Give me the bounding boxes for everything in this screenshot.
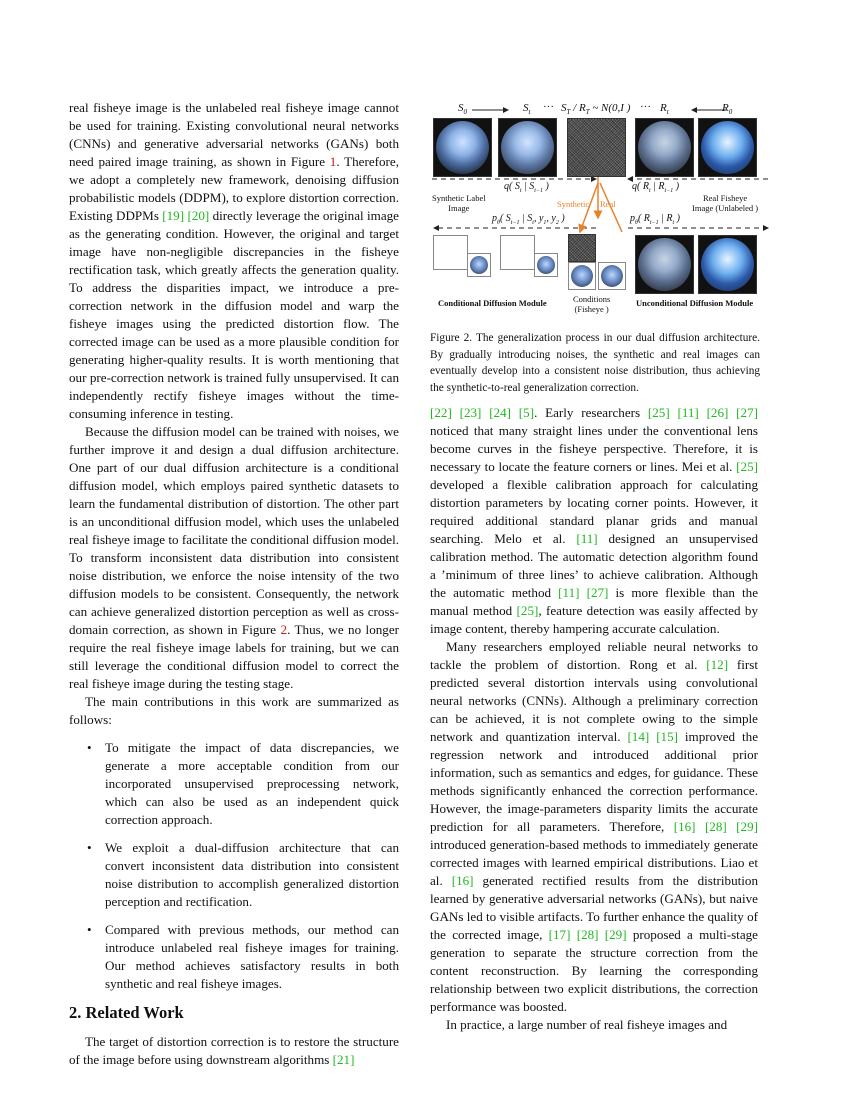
condition-fisheye-1 xyxy=(568,262,596,290)
unconditional-output xyxy=(698,235,757,294)
unconditional-module-label: Unconditional Diffusion Module xyxy=(636,298,754,308)
citation-28[interactable]: [28] xyxy=(704,819,727,834)
figure-2 xyxy=(430,98,770,326)
left-column xyxy=(69,99,399,1069)
citation-23[interactable]: [23] xyxy=(459,405,482,420)
p-reverse-unconditional: $p_\theta$( $R_{t-1}$ | $R_t$ ) xyxy=(630,213,680,226)
citation-26[interactable]: [26] xyxy=(706,405,729,420)
figure-2-link[interactable]: 2 xyxy=(280,622,288,637)
label-noise: $S_T / R_T$ ~ N(0,I ) xyxy=(561,102,631,117)
neural-network-paragraph: Many researchers employed reliable neural networks to tackle the problem of distortion. Rong et al. [12] first predicted several distortion intervals using convolutional neural networks (CNNs). Although a preliminary correction can be achieved, it is not complete owing to the simple network and quantization interval. [14] [15] improved the regression network and introduced additional prior information, such as semantics and edges, for guidance. These methods significantly enhanced the correction performance. However, the image-parameters disparity limits the accurate prediction for all parameters. Therefore, [16] [28] [29] introduced generation-based methods to immediately generate corrected images with learned empirical distributions. Liao et al. [16] generated rectified results from the distribution learned by generative adversarial networks (GANs), but naive GANs led to visible artifacts. To further enhance the quality of the corrected image, [17] [28] [29] proposed a multi-stage generation to separate the structure correction from the content reconstruction. By learning the corresponding relationship between two explicit distributions, the correction performance was boosted. xyxy=(430,639,759,1014)
citation-24[interactable]: [24] xyxy=(489,405,512,420)
citation-25[interactable]: [25] xyxy=(516,603,539,618)
label-rt: $R_t$ xyxy=(660,102,669,117)
citation-29[interactable]: [29] xyxy=(604,927,627,942)
citation-25[interactable]: [25] xyxy=(647,405,670,420)
conditions-label: Conditions (Fisheye ) xyxy=(573,294,611,314)
unconditional-step xyxy=(635,235,694,294)
figure-2-caption: Figure 2. The generalization process in our dual diffusion architecture. By gradually introducing noises, the synthetic and real images can eventually develop into a consistent noise distribution, thus achieving the synthetic-to-real generalization correction. xyxy=(430,332,760,394)
citation-14[interactable]: [14] xyxy=(627,729,650,744)
conditional-module-label: Conditional Diffusion Module xyxy=(438,298,547,308)
citation-21[interactable]: [21] xyxy=(332,1052,355,1067)
conditional-output-fisheye xyxy=(467,253,491,277)
citation-12[interactable]: [12] xyxy=(706,657,729,672)
citation-11[interactable]: [11] xyxy=(558,585,580,600)
conditional-step-blank xyxy=(500,235,535,270)
citation-11[interactable]: [11] xyxy=(576,531,598,546)
contribution-item: • To mitigate the impact of data discrepancies, we generate a more acceptable condition from our incorporated unsupervised preprocessing network, which can also be used as an independent quick correction approach. xyxy=(105,739,399,829)
contribution-item: • We exploit a dual-diffusion architecture that can convert inconsistent data distribution into consistent noise distribution to accomplish generalized distortion perception and rectification. xyxy=(105,839,399,911)
citation-29[interactable]: [29] xyxy=(736,819,758,834)
label-r0: $R_0$ xyxy=(722,102,733,117)
q-forward-synthetic: q( $S_t$ | $S_{t-1}$ ) xyxy=(504,181,549,194)
label-st: $S_t$ xyxy=(523,102,531,117)
citation-16[interactable]: [16] xyxy=(673,819,696,834)
condition-fisheye-2 xyxy=(598,262,626,290)
ellipsis: ··· xyxy=(543,101,554,113)
synthetic-fisheye-st xyxy=(498,118,557,177)
synthetic-fisheye-s0 xyxy=(433,118,492,177)
contributions-list xyxy=(69,739,399,993)
right-column xyxy=(430,404,758,1034)
synthetic-word: Synthetic xyxy=(557,199,590,209)
related-work-continued: [22] [23] [24] [5]. Early researchers [25] [11] [26] [27] noticed that many straight lines under the conventional lens become curves in the fisheye perspective. Therefore, it is necessary to locate the feature corners or lines. Mei et al. [25] developed a flexible calibration approach for calculating distortion parameters by locating corner points. However, it required additional standard planar grids and manual searching. Melo et al. [11] designed an unsupervised calibration method. The automatic detection algorithm found a ’minimum of three lines’ to achieve calibration. Although the automatic method [11] [27] is more flexible than the manual method [25], feature detection was easily affected by image content, thereby hampering accurate calculation. xyxy=(430,405,759,636)
figure-1-link[interactable]: 1 xyxy=(329,154,337,169)
citation-5[interactable]: [5] xyxy=(518,405,535,420)
citation-19[interactable]: [19] xyxy=(162,208,185,223)
citation-27[interactable]: [27] xyxy=(586,585,609,600)
section-heading-related-work: 2. Related Work xyxy=(69,1003,184,1022)
conditional-step-fisheye xyxy=(534,253,558,277)
intro-paragraph-1: real fisheye image is the unlabeled real fisheye image cannot be used for training. Existing convolutional neural networks (CNNs) and generative adversarial networks (GANs) both need paired image training, as shown in Figure 1. Therefore, we adopt a completely new framework, denoising diffusion probabilistic models (DDPM), to explore distortion correction. Existing DDPMs [19] [20] directly leverage the original image as the generating condition. However, the original and target image have non-negligible discrepancies in the fisheye rectification task, which greatly affects the generation quality. To address the disparities impact, we introduce a pre-correction network in the diffusion model and warp the fisheye images using the predicted distortion flow. The corrected image can be used as a more plausible condition for generating higher-quality results. It is worth mentioning that our pre-correction network is trained fully unsupervised. It can independently rectify fisheye images without the time-consuming inference in testing. xyxy=(69,100,399,421)
citation-27[interactable]: [27] xyxy=(736,405,758,420)
related-work-paragraph: The target of distortion correction is to restore the structure of the image before using downstream algorithms [21] xyxy=(69,1034,399,1067)
intro-paragraph-2: Because the diffusion model can be trained with noises, we further improve it and design a dual diffusion architecture. One part of our dual diffusion architecture is a conditional diffusion model, which employs paired synthetic datasets to learn the fundamental distribution of distortion. The other part is an unconditional diffusion model, which uses the unlabeled real fisheye image to facilitate the conditional diffusion model. To transform inconsistent data distribution into consistent noise distribution, we enforce the noise intensity of the two diffusion models to be consistent. Consequently, the network can achieve generalized distortion perception as well as cross-domain correction, as shown in Figure 2. Thus, we no longer require the real fisheye image labels for training, but we can still leverage the conditional diffusion model to correct the real fisheye image during the testing stage. xyxy=(69,424,400,691)
citation-28[interactable]: [28] xyxy=(576,927,599,942)
condition-noise xyxy=(568,234,596,262)
citation-25[interactable]: [25] xyxy=(736,459,758,474)
practice-paragraph: In practice, a large number of real fisheye images and xyxy=(446,1017,728,1032)
synthetic-label-text: Synthetic Label Image xyxy=(432,193,486,213)
citation-22[interactable]: [22] xyxy=(430,405,452,420)
conditional-output-blank xyxy=(433,235,468,270)
p-reverse-conditional: $p_\theta$( $S_{t-1}$ | $S_t$, $y_1$, $y_2$ ) xyxy=(492,213,565,226)
contributions-intro: The main contributions in this work are summarized as follows: xyxy=(69,694,399,727)
label-s0: $S_0$ xyxy=(458,102,467,117)
citation-20[interactable]: [20] xyxy=(187,208,210,223)
ellipsis: ··· xyxy=(640,101,651,113)
real-fisheye-rt xyxy=(635,118,694,177)
real-fisheye-r0 xyxy=(698,118,757,177)
q-forward-real: q( $R_t$ | $R_{t-1}$ ) xyxy=(632,181,680,194)
real-word: Real xyxy=(600,199,616,209)
real-fisheye-text: Real Fisheye Image (Unlabeled ) xyxy=(692,193,759,213)
contribution-item: • Compared with previous methods, our method can introduce unlabeled real fisheye images for training. Our method achieves satisfactory results in both synthetic and real fisheye images. xyxy=(105,921,399,993)
gaussian-noise-image xyxy=(567,118,626,177)
citation-17[interactable]: [17] xyxy=(548,927,571,942)
citation-11[interactable]: [11] xyxy=(677,405,699,420)
citation-16[interactable]: [16] xyxy=(451,873,474,888)
citation-15[interactable]: [15] xyxy=(656,729,679,744)
